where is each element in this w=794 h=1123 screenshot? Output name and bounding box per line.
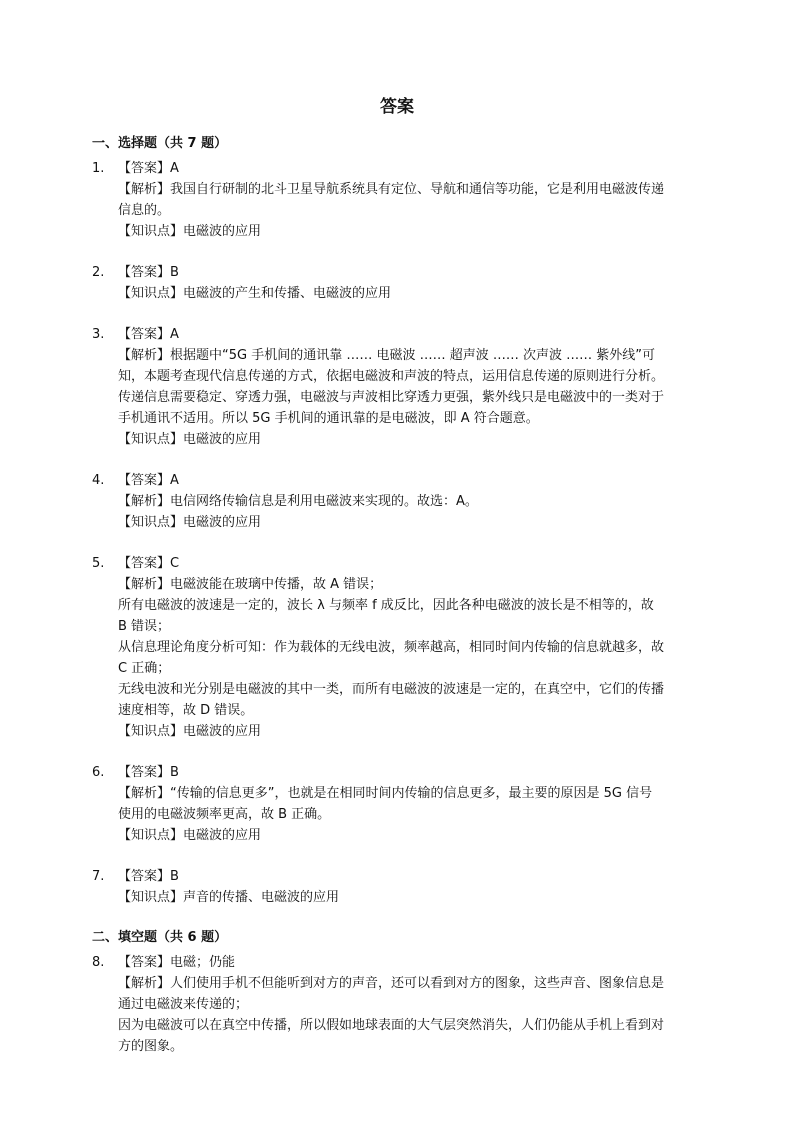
item-line: 【解析】根据题中“5G 手机间的通讯靠 …… 电磁波 …… 超声波 …… 次声波 …… 紫外线”可 — [118, 348, 656, 363]
item-line: 【知识点】电磁波的应用 — [118, 515, 262, 530]
item-number: 3. — [92, 327, 105, 342]
answer-item — [92, 158, 708, 242]
answer-item — [92, 324, 708, 450]
answer-item — [92, 553, 708, 742]
answer-content — [92, 134, 708, 1077]
item-line: 【答案】电磁；仍能 — [118, 955, 236, 970]
answer-item — [92, 952, 708, 1057]
item-line: 【知识点】电磁波的应用 — [118, 724, 262, 739]
item-line: 手机通讯不适用。所以 5G 手机间的通讯靠的是电磁波，即 A 符合题意。 — [118, 411, 539, 426]
item-line: 使用的电磁波频率更高，故 B 正确。 — [118, 807, 331, 822]
item-line: 【答案】B — [118, 869, 179, 884]
page-title: 答案 — [380, 97, 414, 117]
item-line: 速度相等，故 D 错误。 — [118, 703, 254, 718]
item-line: 【解析】电磁波能在玻璃中传播，故 A 错误； — [118, 577, 383, 592]
item-line: 因为电磁波可以在真空中传播，所以假如地球表面的大气层突然消失，人们仍能从手机上看到对 — [118, 1018, 665, 1033]
item-line: 【知识点】电磁波的应用 — [118, 828, 262, 843]
item-number: 7. — [92, 869, 105, 884]
item-line: 【解析】“传输的信息更多”，也就是在相同时间内传输的信息更多，最主要的原因是 5G 信号 — [118, 786, 653, 801]
item-number: 6. — [92, 765, 105, 780]
item-line: C 正确； — [118, 661, 171, 676]
item-line: 所有电磁波的波速是一定的，波长 λ 与频率 f 成反比，因此各种电磁波的波长是不相等的，故 — [118, 598, 654, 613]
item-line: 【答案】B — [118, 265, 179, 280]
item-line: 【知识点】电磁波的应用 — [118, 432, 262, 447]
item-line: 【知识点】电磁波的应用 — [118, 224, 262, 239]
answer-item — [92, 470, 708, 533]
item-line: 【答案】A — [118, 327, 179, 342]
item-line: 知，本题考查现代信息传递的方式，依据电磁波和声波的特点，运用信息传递的原则进行分析。 — [118, 369, 665, 384]
item-line: 方的图象。 — [118, 1039, 184, 1054]
item-number: 8. — [92, 955, 105, 970]
item-line: 【知识点】电磁波的产生和传播、电磁波的应用 — [118, 286, 392, 301]
item-line: 【答案】B — [118, 765, 179, 780]
item-number: 2. — [92, 265, 105, 280]
answer-item — [92, 866, 708, 908]
section-heading: 一、选择题（共 7 题） — [92, 136, 228, 151]
item-line: 【解析】人们使用手机不但能听到对方的声音，还可以看到对方的图象，这些声音、图象信息是 — [118, 976, 665, 991]
answer-item — [92, 762, 708, 846]
item-line: 【答案】A — [118, 161, 179, 176]
item-line: 从信息理论角度分析可知：作为载体的无线电波，频率越高，相同时间内传输的信息就越多，故 — [118, 640, 665, 655]
item-number: 1. — [92, 161, 105, 176]
item-line: 【答案】A — [118, 473, 179, 488]
item-line: 信息的。 — [118, 203, 171, 218]
section-heading: 二、填空题（共 6 题） — [92, 930, 228, 945]
item-line: B 错误； — [118, 619, 171, 634]
item-line: 通过电磁波来传递的； — [118, 997, 249, 1012]
answer-item — [92, 262, 708, 304]
item-line: 【解析】我国自行研制的北斗卫星导航系统具有定位、导航和通信等功能，它是利用电磁波传递 — [118, 182, 665, 197]
item-line: 【解析】电信网络传输信息是利用电磁波来实现的。故选：A。 — [118, 494, 478, 509]
item-line: 传递信息需要稳定、穿透力强，电磁波与声波相比穿透力更强，紫外线只是电磁波中的一类对于 — [118, 390, 665, 405]
item-line: 【知识点】声音的传播、电磁波的应用 — [118, 890, 340, 905]
item-line: 无线电波和光分别是电磁波的其中一类，而所有电磁波的波速是一定的，在真空中，它们的传播 — [118, 682, 665, 697]
item-number: 5. — [92, 556, 105, 571]
item-line: 【答案】C — [118, 556, 180, 571]
item-number: 4. — [92, 473, 105, 488]
